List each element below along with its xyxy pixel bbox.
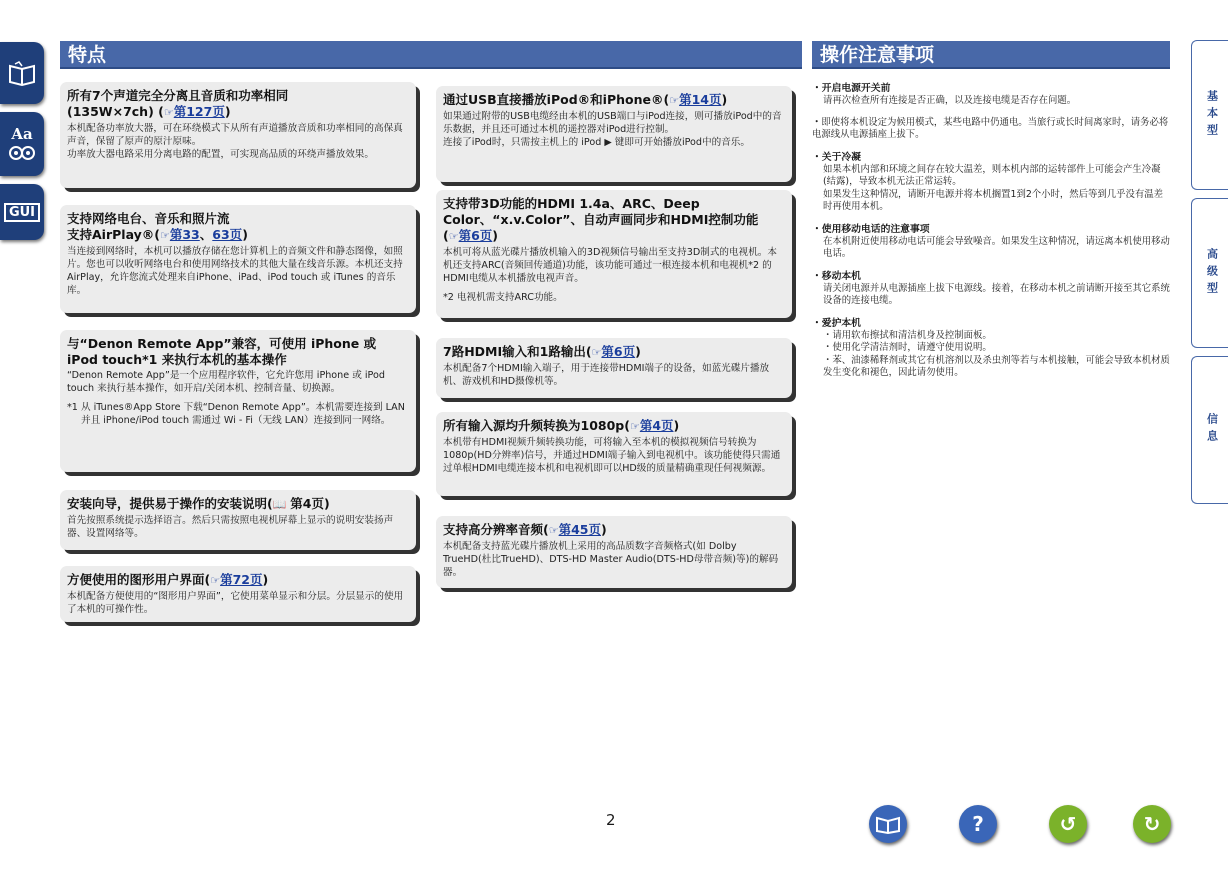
precaution-item: ・即使将本机设定为候用模式，某些电路中仍通电。当旅行或长时间离家时，请务必将电源线从电源插座上拔下。 <box>812 116 1169 140</box>
feature-title: 方便使用的图形用户界面( <box>67 572 211 587</box>
feature-title: 7路HDMI输入和1路输出( <box>443 344 592 359</box>
feature-title: 所有输入源均升频转换为1080p( <box>443 418 630 433</box>
book-icon <box>7 60 37 86</box>
back-button[interactable] <box>1049 805 1087 843</box>
page-number: 2 <box>606 811 616 829</box>
page-link[interactable]: 63页 <box>212 227 243 242</box>
ref-icon: ☞ <box>591 346 602 359</box>
ref-icon: ☞ <box>159 229 170 242</box>
footnote: *2 电视机需支持ARC功能。 <box>443 292 563 303</box>
manual-book-button[interactable] <box>0 42 44 104</box>
feature-title: 支持网络电台、音乐和照片流 <box>67 211 230 226</box>
precaution-item: ・移动本机 请关闭电源并从电源插座上拔下电源线。接着，在移动本机之前请断开接至其它系统设备的连接电缆。 <box>812 270 1170 306</box>
feature-text: 本机带有HDMI视频升频转换功能，可将输入至本机的模拟视频信号转换为1080p(HD分辨率)信号，并通过HDMI端子输入到电视机中。该功能使得只需通过单根HDMI电缆连接本机和电视机即可以HD级的质量精确重现任何视频源。 <box>443 437 781 474</box>
forward-arrow-icon: ↻ <box>1143 812 1161 836</box>
ref-icon: ☞ <box>448 230 459 243</box>
feature-box-hdmi-io: 7路HDMI输入和1路输出(☞第6页) 本机配备7个HDMI输入端子，用于连接带HDMI端子的设备，如蓝光碟片播放机、游戏机和HD摄像机等。 <box>436 338 792 398</box>
page-link[interactable]: 第4页 <box>639 418 674 433</box>
feature-box-upscale: 所有输入源均升频转换为1080p(☞第4页) 本机带有HDMI视频升频转换功能，可将输入至本机的模拟视频信号转换为1080p(HD分辨率)信号，并通过HDMI端子输入到电视机中。该功能使得只需通过单根HDMI电缆连接本机和电视机即可以HD级的质量精确重现任何视频源。 <box>436 412 792 496</box>
feature-title: 安装向导，提供易于操作的安装说明( <box>67 496 273 511</box>
feature-title: 与“Denon Remote App”兼容，可使用 iPhone 或 iPod touch*1 来执行本机的基本操作 <box>67 336 377 367</box>
page-link[interactable]: 第6页 <box>458 228 493 243</box>
page-link[interactable]: 第45页 <box>558 522 601 537</box>
footnote: *1 从 iTunes®App Store 下载“Denon Remote App”。本机需要连接到 LAN 并且 iPhone/iPod touch 需通过 Wi - Fi（无线 LAN）连接到同一网络。 <box>67 402 405 426</box>
book-icon <box>875 814 901 834</box>
feature-text: 本机配备功率放大器，可在环绕模式下从所有声道播放音质和功率相同的高保真声音，保留了原声的原汁原味。 功率放大器电路采用分离电路的配置，可实现高品质的环绕声播放效果。 <box>67 123 403 160</box>
feature-title: 所有7个声道完全分离且音质和功率相同 <box>67 88 289 103</box>
ref-icon: ☞ <box>548 524 559 537</box>
feature-text: 本机可将从蓝光碟片播放机输入的3D视频信号输出至支持3D制式的电视机。本机还支持ARC(音频回传通道)功能，该功能可通过一根连接本机和电视机*2 的HDMI电缆从本机播放电视声音。 <box>443 247 777 284</box>
forward-button[interactable] <box>1133 805 1171 843</box>
feature-box-usb: 通过USB直接播放iPod®和iPhone®(☞第14页) 如果通过附带的USB电缆经由本机的USB端口与iPod连接，则可播放iPod中的音乐数据，并且还可通过本机的遥控器对iPod进行控制。 连接了iPod时，只需按主机上的 iPod ▶ 键即可开始播放iPod中的音乐。 <box>436 86 792 182</box>
feature-text: 本机配备支持蓝光碟片播放机上采用的高品质数字音频格式(如 Dolby TrueHD(杜比TrueHD)、DTS-HD Master Audio(DTS-HD母带音频)等)的解码器。 <box>443 541 779 578</box>
precaution-item: ・开启电源开关前 请再次检查所有连接是否正确，以及连接电缆是否存在问题。 <box>812 83 1077 106</box>
feature-title: 通过USB直接播放iPod®和iPhone®( <box>443 92 670 107</box>
features-heading: 特点 <box>60 41 802 69</box>
glossary-button[interactable] <box>0 112 44 176</box>
ref-icon: ☞ <box>210 574 221 587</box>
gui-icon: GUI <box>4 203 40 222</box>
ref-icon: ☞ <box>163 106 174 119</box>
feature-text: 当连接到网络时，本机可以播放存储在您计算机上的音频文件和静态图像，如照片。您也可以收听网络电台和使用网络技术的其他大量在线音乐源。本机还支持 AirPlay，允许您流式处理来自iPhone、iPad、iPod touch 或 iTunes 的音乐库。 <box>67 246 403 296</box>
page-link[interactable]: 第72页 <box>220 572 263 587</box>
tab-information[interactable]: 信息 <box>1191 356 1228 504</box>
precaution-item: ・爱护本机 ・请用软布擦拭和清洁机身及控制面板。 ・使用化学清洁剂时，请遵守使用说明。 ・苯、油漆稀释剂或其它有机溶剂以及杀虫剂等若与本机接触，可能会导致本机材质发生变化和褪色，因此请勿使用。 <box>812 317 1170 378</box>
tab-basic[interactable]: 基本型 <box>1191 40 1228 190</box>
feature-text: 本机配备方便使用的“图形用户界面”，它使用菜单显示和分层。分层显示的使用了本机的可操作性。 <box>67 591 404 615</box>
page-link[interactable]: 第6页 <box>601 344 636 359</box>
feature-text: 本机配备7个HDMI输入端子，用于连接带HDMI端子的设备，如蓝光碟片播放机、游戏机和HD摄像机等。 <box>443 363 770 387</box>
gui-button[interactable] <box>0 184 44 240</box>
aa-label: Aa <box>11 125 33 143</box>
book-ref-icon: 📖 <box>272 498 291 511</box>
feature-text: 首先按照系统提示选择语言。然后只需按照电视机屏幕上显示的说明安装扬声器、设置网络等。 <box>67 515 394 539</box>
precaution-item: ・使用移动电话的注意事项 在本机附近使用移动电话可能会导致噪音。如果发生这种情况，请远离本机使用移动电话。 <box>812 223 1170 259</box>
speaker-icon <box>8 143 36 163</box>
help-button[interactable] <box>959 805 997 843</box>
feature-box-setup: 安装向导，提供易于操作的安装说明(📖 第4页) 首先按照系统提示选择语言。然后只需按照电视机屏幕上显示的说明安装扬声器、设置网络等。 <box>60 490 416 550</box>
precaution-item: ・关于冷凝 如果本机内部和环境之间存在较大温差，则本机内部的运转部件上可能会产生冷凝(结露)，导致本机无法正常运转。 如果发生这种情况，请断开电源并将本机搁置1到2个小时，然后等到几乎没有温差时再使用本机。 <box>812 151 1164 212</box>
feature-text: 如果通过附带的USB电缆经由本机的USB端口与iPod连接，则可播放iPod中的音乐数据，并且还可通过本机的遥控器对iPod进行控制。 连接了iPod时，只需按主机上的 iPod ▶ 键即可开始播放iPod中的音乐。 <box>443 111 782 148</box>
page-link[interactable]: 第14页 <box>679 92 722 107</box>
feature-box-hdmi-3d: 支持带3D功能的HDMI 1.4a、ARC、Deep Color、“x.v.Color”、自动声画同步和HDMI控制功能 (☞第6页) 本机可将从蓝光碟片播放机输入的3D视频信号输出至支持3D制式的电视机。本机还支持ARC(音频回传通道)功能，该功能可通过一根连接本机和电视机*2 的HDMI电缆从本机播放电视声音。 *2 电视机需支持ARC功能。 <box>436 190 792 318</box>
precautions-list <box>812 82 1170 389</box>
feature-box-7ch: 所有7个声道完全分离且音质和功率相同 (135W×7ch) (☞第127页) 本机配备功率放大器，可在环绕模式下从所有声道播放音质和功率相同的高保真声音，保留了原声的原汁原味。 功率放大器电路采用分离电路的配置，可实现高品质的环绕声播放效果。 <box>60 82 416 188</box>
feature-box-network: 支持网络电台、音乐和照片流 支持AirPlay®(☞第33、63页) 当连接到网络时，本机可以播放存储在您计算机上的音频文件和静态图像，如照片。您也可以收听网络电台和使用网络技术的其他大量在线音乐源。本机还支持 AirPlay，允许您流式处理来自iPhone、iPad、iPod touch 或 iTunes 的音乐库。 <box>60 205 416 313</box>
page-link[interactable]: 第127页 <box>173 104 225 119</box>
page-link[interactable]: 第33 <box>169 227 200 242</box>
question-icon: ? <box>972 812 984 836</box>
ref-icon: ☞ <box>669 94 680 107</box>
feature-text: “Denon Remote App”是一个应用程序软件，它允许您用 iPhone 或 iPod touch 来执行基本操作，如开启/关闭本机、控制音量、切换源。 <box>67 370 385 394</box>
feature-box-hires: 支持高分辨率音频(☞第45页) 本机配备支持蓝光碟片播放机上采用的高品质数字音频格式(如 Dolby TrueHD(杜比TrueHD)、DTS-HD Master Audio(DTS-HD母带音频)等)的解码器。 <box>436 516 792 588</box>
feature-title: 支持高分辨率音频( <box>443 522 549 537</box>
contents-button[interactable] <box>869 805 907 843</box>
feature-box-remote-app <box>60 330 416 472</box>
ref-icon: ☞ <box>629 420 640 433</box>
back-arrow-icon: ↺ <box>1059 812 1077 836</box>
tab-advanced[interactable]: 高级型 <box>1191 198 1228 348</box>
precautions-heading: 操作注意事项 <box>812 41 1170 69</box>
feature-title: 支持带3D功能的HDMI 1.4a、ARC、Deep Color、“x.v.Color”、自动声画同步和HDMI控制功能 <box>443 196 759 227</box>
feature-box-gui: 方便使用的图形用户界面(☞第72页) 本机配备方便使用的“图形用户界面”，它使用菜单显示和分层。分层显示的使用了本机的可操作性。 <box>60 566 416 622</box>
